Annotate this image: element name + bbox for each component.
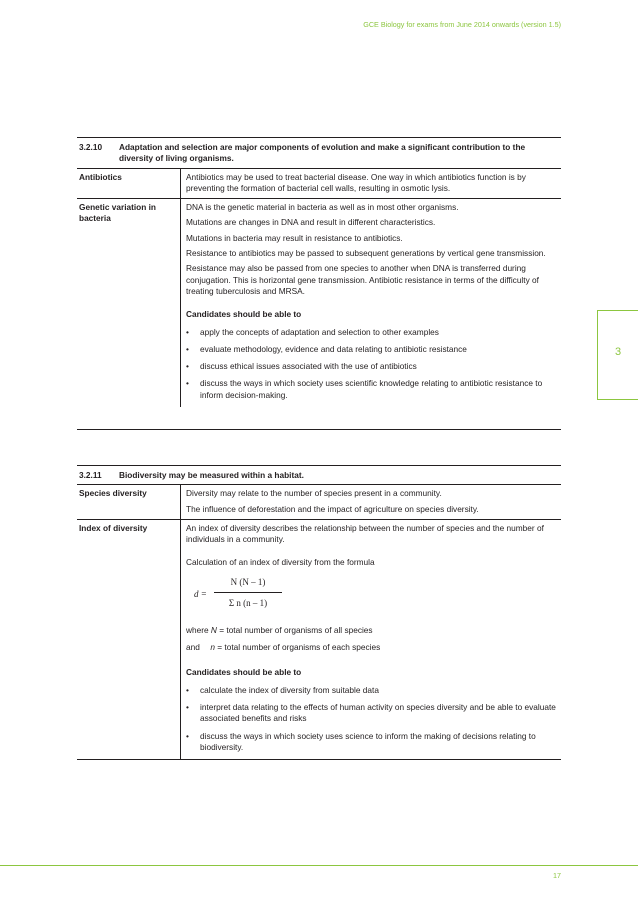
section-heading [77,465,561,485]
list-item: • evaluate methodology, evidence and data relating to antibiotic resistance [186,344,559,355]
row-label: Species diversity [77,485,181,519]
paragraph: Diversity may relate to the number of species present in a community. [186,488,442,499]
diversity-formula [186,575,559,619]
row-label: Antibiotics [77,169,181,199]
list-item: • calculate the index of diversity from suitable data [186,685,559,696]
row-label: Index of diversity [77,520,181,759]
running-head: GCE Biology for exams from June 2014 onwards (version 1.5) [363,20,561,29]
list-item: • discuss ethical issues associated with the use of antibiotics [186,361,559,372]
candidates-heading: Candidates should be able to [186,309,302,320]
table-row-index-of-diversity [77,520,561,760]
row-content [181,199,561,407]
list-item: • apply the concepts of adaptation and selection to other examples [186,327,559,338]
fraction-bar [214,592,282,593]
definition-text: = total number of organisms of each species [217,642,381,653]
candidates-heading: Candidates should be able to [186,667,302,678]
paragraph: Resistance may also be passed from one species to another when DNA is transferred during conjugation. This is horizontal gene transmission. Antibiotic resistance in terms of the difficulty of treating tuberculosis and MRSA. [186,263,539,296]
definition-prefix: where [186,624,209,635]
definition-prefix: and [186,642,200,653]
list-item: • discuss the ways in which society uses scientific knowledge relating to antibiotic resistance to inform decision-making. [186,378,559,401]
paragraph: Resistance to antibiotics may be passed to subsequent generations by vertical gene transmission. [186,248,546,259]
table-row-genetic-variation [77,199,561,407]
row-label: Genetic variation in bacteria [77,199,181,407]
formula-numerator: N (N – 1) [230,576,266,587]
row-content [181,169,561,199]
formula-denominator: Σ n (n – 1) [228,597,268,608]
paragraph: Mutations are changes in DNA and result in different characteristics. [186,217,436,228]
section-number: 3.2.11 [79,470,102,480]
section-number: 3.2.10 [79,142,103,152]
definition-symbol: N [210,624,217,635]
paragraph: The influence of deforestation and the impact of agriculture on species diversity. [186,503,479,514]
definition-text: = total number of organisms of all species [219,624,373,635]
side-tab-number: 3 [614,346,622,358]
table-row-antibiotics [77,169,561,200]
bullet-list [186,685,559,753]
section-3-2-10 [77,137,561,430]
paragraph: Mutations in bacteria may result in resistance to antibiotics. [186,232,403,243]
definition-line [186,625,559,636]
bullet-list [186,327,559,401]
row-content [181,485,561,519]
paragraph: Calculation of an index of diversity from the formula [186,557,375,568]
list-item: • interpret data relating to the effects of human activity on species diversity and be able to evaluate associated benefits and risks [186,702,559,725]
page-number: 17 [553,871,561,880]
definition-symbol: n [210,642,215,653]
table-row-species-diversity [77,485,561,520]
list-item: • discuss the ways in which society uses science to inform the making of decisions relating to biodiversity. [186,731,559,754]
formula-fraction [214,575,282,610]
paragraph: Antibiotics may be used to treat bacterial disease. One way in which antibiotics function is by preventing the formation of bacterial cell walls, resulting in osmotic lysis. [186,171,526,193]
section-end-rule [77,407,561,430]
row-content [181,520,561,759]
paragraph: DNA is the genetic material in bacteria as well as in most other organisms. [186,202,459,213]
definition-line [186,642,559,653]
section-3-2-11 [77,465,561,760]
section-side-tab [597,310,638,400]
paragraph: An index of diversity describes the relationship between the number of species and the number of individuals in a community. [186,522,544,545]
section-title: Biodiversity may be measured within a habitat. [119,470,304,480]
section-heading [77,137,561,169]
footer-rule [0,865,638,866]
formula-lhs: d = [194,588,207,599]
section-title: Adaptation and selection are major components of evolution and make a significant contribution to the diversity of living organisms. [119,142,526,164]
